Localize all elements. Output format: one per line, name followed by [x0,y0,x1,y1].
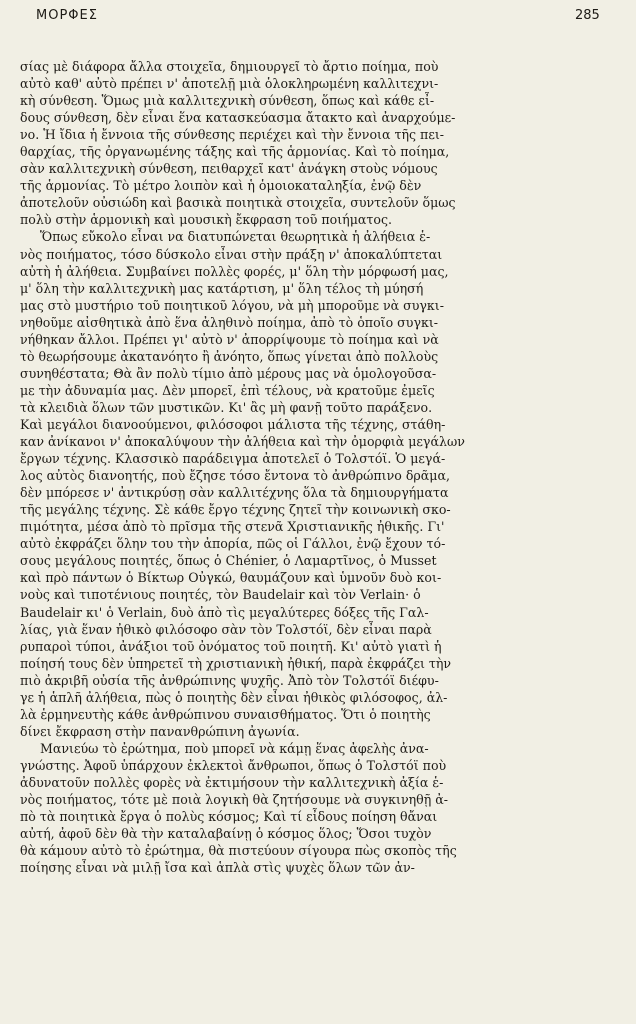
text-line: πιμότητα, μέσα ἀπὸ τὸ πρῖσμα τῆς στενᾶ Χριστιανικῆς ἠθικῆς. Γι' [20,519,445,535]
text-line: τῆς μεγάλης τέχνης. Σὲ κάθε ἔργο τέχνης ζητεῖ τὴν κοινωνικὴ σκο- [20,502,451,518]
text-line: ποίησης εἶναι νὰ μιλῇ ἴσα καὶ ἁπλὰ στὶς ψυχὲς ὅλων τῶν ἀν- [20,860,415,876]
text-line: ἀδυνατοῦν πολλὲς φορὲς νὰ ἐκτιμήσουν τὴν καλλιτεχνικὴ ἀξία ἑ- [20,774,444,790]
body-text [20,58,616,876]
text-line: δὲν μπόρεσε ν' ἀντικρύσῃ σὰν καλλιτέχνης ὅλα τὰ δημιουργήματα [20,485,449,501]
text-line: Καὶ μεγάλοι διανοούμενοι, φιλόσοφοι μάλιστα τῆς τέχνης, στάθη- [20,416,446,432]
text-line: με τὴν ἀδυναμία μας. Δὲν μπορεῖ, ἐπὶ τέλους, νὰ κρατοῦμε ἐμεῖς [20,382,435,398]
text-line: Baudelair κι' ὁ Verlain, δυὸ ἀπὸ τὶς μεγαλύτερες δόξες τῆς Γαλ- [20,604,429,620]
text-line: μ' ὅλη τὴν καλλιτεχνικὴ μας κατάρτιση, μ' ὅλη τέλος τὴ μύησή [20,280,424,296]
text-line: πολὺ στὴν ἁρμονικὴ καὶ μουσικὴ ἔκφραση τοῦ ποιήματος. [20,212,392,228]
text-line: ἀποτελοῦν οὐσιώδη καὶ βασικὰ ποιητικὰ στοιχεῖα, συντελοῦν ὅμως [20,195,456,211]
text-line: σὰν καλλιτεχνικὴ σύνθεση, πειθαρχεῖ κατ' ἀνάγκη στοὺς νόμους [20,161,438,177]
text-line: αὐτὴ ἡ ἀλήθεια. Συμβαίνει πολλὲς φορές, μ' ὅλη τὴν μόρφωσή μας, [20,263,449,279]
text-line: νήθηκαν ἄλλοι. Πρέπει γι' αὐτὸ ν' ἀπορρίψουμε τὸ ποίημα καὶ νὰ [20,331,439,347]
text-line: γε ἡ ἁπλῆ ἀλήθεια, πὼς ὁ ποιητὴς δὲν εἶναι ἠθικὸς φιλόσοφος, ἀλ- [20,689,448,705]
running-header-title: ΜΟΡΦΕΣ [36,8,98,23]
text-line: αὐτή, ἀφοῦ δὲν θὰ τὴν καταλαβαίνῃ ὁ κόσμος ὅλος; Ὅσοι τυχὸν [20,826,432,842]
text-line: λὰ ἑρμηνευτὴς κάθε ἀνθρώπινου συναισθήματος. Ὅτι ὁ ποιητὴς [20,706,431,722]
text-line: νοὺς καὶ τιποτένιους ποιητές, τὸν Baudelair καὶ τὸν Verlain· ὁ [20,587,421,603]
text-line: νο. Ἡ ἴδια ἡ ἔννοια τῆς σύνθεσης περιέχει καὶ τὴν ἔννοια τῆς πει- [20,127,445,143]
text-line: καὶ πρὸ πάντων ὁ Βίκτωρ Οὐγκώ, θαυμάζουν καὶ ὑμνοῦν δυὸ κοι- [20,570,442,586]
text-line: ἔργων τέχνης. Κλασσικὸ παράδειγμα ἀποτελεῖ ὁ Τολστόϊ. Ὁ μεγά- [20,451,446,467]
text-line: ποίησή τους δὲν ὑπηρετεῖ τὴ χριστιανικὴ ἠθική, παρὰ ἐκφράζει τὴν [20,655,452,671]
text-line: λίας, γιὰ ἕναν ἠθικὸ φιλόσοφο σὰν τὸν Τολστόϊ, δὲν εἶναι παρὰ [20,621,432,637]
text-line: κὴ σύνθεση. Ὅμως μιὰ καλλιτεχνικὴ σύνθεση, ὅπως καὶ κάθε εἶ- [20,93,435,109]
text-line: συνηθέστατα; Θὰ ἂν πολὺ τίμιο ἀπὸ μέρους μας νὰ ὁμολογοῦσα- [20,365,437,381]
text-line: δους σύνθεση, δὲν εἶναι ἕνα κατασκεύασμα ἄτακτο καὶ ἀναρχούμε- [20,110,456,126]
text-line: δίνει ἔκφραση στὴν πανανθρώπινη ἀγωνία. [20,723,300,739]
text-line: νὸς ποιήματος, τότε μὲ ποιὰ λογικὴ θὰ ζητήσουμε νὰ συγκινηθῇ ἀ- [20,792,449,808]
text-line: τῆς ἁρμονίας. Τὸ μέτρο λοιπὸν καὶ ἡ ὁμοιοκαταληξία, ἐνῷ δὲν [20,178,422,194]
text-line: γνώστης. Ἀφοῦ ὑπάρχουν ἐκλεκτοὶ ἄνθρωποι, ὅπως ὁ Τολστόϊ ποὺ [20,757,447,773]
text-line: σίας μὲ διάφορα ἄλλα στοιχεῖα, δημιουργεῖ τὸ ἄρτιο ποίημα, ποὺ [20,59,439,74]
text-line: νὸς ποιήματος, τόσο δύσκολο εἶναι στὴν πράξη ν' ἀποκαλύπτεται [20,246,443,262]
paragraph-first-line: Ὅπως εὔκολο εἶναι να διατυπώνεται θεωρητικὰ ἡ ἀλήθεια ἑ- [40,229,431,245]
text-line: τὰ κλειδιὰ ὅλων τῶν μυστικῶν. Κι' ἂς μὴ φανῇ τοῦτο παράξενο. [20,399,433,415]
text-line: λος αὐτὸς διανοητής, ποὺ ἔζησε τόσο ἔντονα τὸ ἀνθρώπινο δρᾶμα, [20,468,451,484]
text-line: θὰ κάμουν αὐτὸ τὸ ἐρώτημα, θὰ πιστεύουν σίγουρα πὼς σκοπὸς τῆς [20,843,457,859]
text-line: ρυπαροὶ τύποι, ἀνάξιοι τοῦ ὀνόματος τοῦ ποιητῆ. Κι' αὐτὸ γιατὶ ἡ [20,638,442,654]
text-line: αὐτὸ καθ' αὐτὸ πρέπει ν' ἀποτελῇ μιὰ ὁλοκληρωμένη καλλιτεχνι- [20,76,439,92]
text-line: πὸ τὰ ποιητικὰ ἔργα ὁ πολὺς κόσμος; Καὶ τί εἶδους ποίηση θἄναι [20,809,438,825]
text-line: σους μεγάλους ποιητές, ὅπως ὁ Chénier, ὁ Λαμαρτῖνος, ὁ Musset [20,553,437,569]
text-line: αὐτὸ ἐκφράζει ὅλην του τὴν ἀπορία, πῶς οἱ Γάλλοι, ἐνῷ ἔχουν τό- [20,536,446,552]
text-line: μας στὸ μυστήριο τοῦ ποιητικοῦ λόγου, νὰ μὴ μποροῦμε νὰ συγκι- [20,297,444,313]
text-line: θαρχίας, τῆς ὀργανωμένης τάξης καὶ τῆς ἁρμονίας. Καὶ τὸ ποίημα, [20,144,450,160]
text-line: πιὸ ἀκριβῆ οὐσία τῆς ἀνθρώπινης ψυχῆς. Ἀπὸ τὸν Τολστόϊ διέφυ- [20,672,439,688]
page-number: 285 [575,8,600,23]
paragraph-first-line: Μανιεύω τὸ ἐρώτημα, ποὺ μπορεῖ νὰ κάμῃ ἕνας ἀφελὴς ἀνα- [40,740,429,756]
text-line: νηθοῦμε αἰσθητικὰ ἀπὸ ἕνα ἀληθινὸ ποίημα, ἀπὸ τὸ ὁποῖο συγκι- [20,314,439,330]
text-line: τὸ θεωρήσουμε ἀκατανόητο ἢ ἀνόητο, ὅπως γίνεται ἀπὸ πολλοὺς [20,348,439,364]
text-line: καν ἀνίκανοι ν' ἀποκαλύψουν τὴν ἀλήθεια καὶ τὴν ὀμορφιὰ μεγάλων [20,434,465,450]
